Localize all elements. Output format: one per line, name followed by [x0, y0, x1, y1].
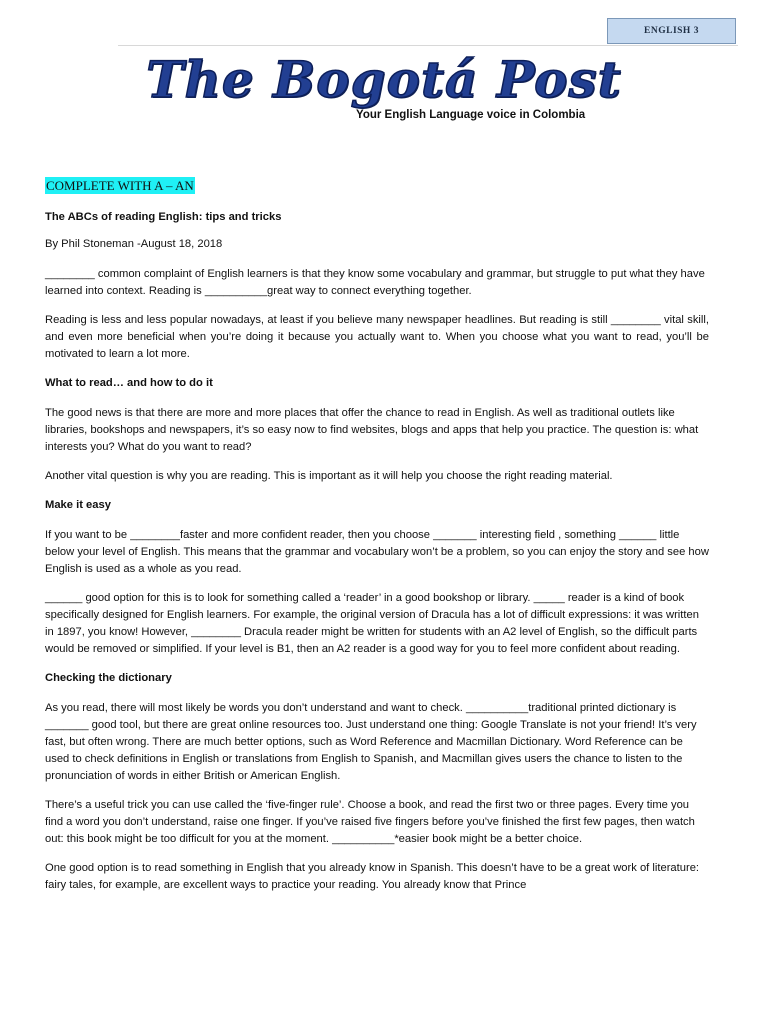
paragraph-popularity: Reading is less and less popular nowadays, at least if you believe many newspaper headlines. But reading is still ________ vital skill, and even more beneficial when you’re doing it because you actually want to. When you choose what you want to read, you’ll be motivated to learn a lot more.	[45, 314, 709, 360]
paragraph-confident-reader: If you want to be ________faster and more confident reader, then you choose _______ interesting field , something ______ little below your level of English. This means that the grammar and vocabulary won’t be a problem, so you can enjoy the story and see how English is used as a whole as you read.	[45, 529, 709, 575]
paragraph-known-story: One good option is to read something in English that you already know in Spanish. This doesn’t have to be a great work of literature: fairy tales, for example, are excellent ways to practice your reading. You already know that Prince	[45, 862, 700, 891]
header-divider	[118, 45, 738, 46]
paragraph-five-finger-rule: There’s a useful trick you can use called the ‘five-finger rule’. Choose a book, and read the first two or three pages. Every time you find a word you don’t understand, raise one finger. If you’ve raised five fingers before you’ve finished the first few pages, then watch out: this book might be too difficult for you at the moment. __________*easier book might be a better choice.	[45, 799, 695, 845]
newspaper-tagline: Your English Language voice in Colombia	[356, 109, 586, 121]
newspaper-masthead-logo: The Bogotá Post	[146, 50, 622, 109]
paragraph-good-news: The good news is that there are more and more places that offer the chance to read in English. As well as traditional outlets like libraries, bookshops and newspapers, it’s so easy now to find websites, blogs and apps that help you practice. The question is: what interests you? What do you want to read?	[45, 407, 699, 453]
paragraph-reader-option: ______ good option for this is to look for something called a ‘reader’ in a good bookshop or library. _____ reader is a kind of book specifically designed for English learners. For example, the original version of Dracula has a lot of difficult expressions: it was written in 1897, you know! However, ________ Dracula reader might be written for students with an A2 level of English, so the difficult parts would be removed or simplified. If your level is B1, then an A2 reader is a good way for you to feel more confident about reading.	[45, 592, 699, 655]
article-body	[45, 177, 709, 906]
section-heading-what-to-read: What to read… and how to do it	[45, 377, 213, 389]
section-heading-make-it-easy: Make it easy	[45, 499, 111, 511]
paragraph-why-reading: Another vital question is why you are reading. This is important as it will help you choose the right reading material.	[45, 470, 613, 482]
exercise-instruction: COMPLETE WITH A – AN	[46, 178, 194, 193]
paragraph-dictionary: As you read, there will most likely be words you don’t understand and want to check. __________traditional printed dictionary is _______ good tool, but there are great online resources too. Just understand one thing: Google Translate is not your friend! It’s very fast, but often wrong. There are much better options, such as Word Reference and Macmillan Dictionary. Word Reference can be used to check definitions in English or translations from English to Spanish, and Macmillan gives users the chance to listen to the pronunciation of words in either British or American English.	[45, 702, 697, 782]
paragraph-intro: ________ common complaint of English learners is that they know some vocabulary and grammar, but struggle to put what they have learned into context. Reading is __________great way to connect everything together.	[45, 268, 705, 297]
section-heading-dictionary: Checking the dictionary	[45, 672, 172, 684]
article-byline: By Phil Stoneman -August 18, 2018	[45, 238, 223, 250]
course-badge: ENGLISH 3	[607, 18, 736, 44]
article-title: The ABCs of reading English: tips and tricks	[45, 211, 282, 223]
